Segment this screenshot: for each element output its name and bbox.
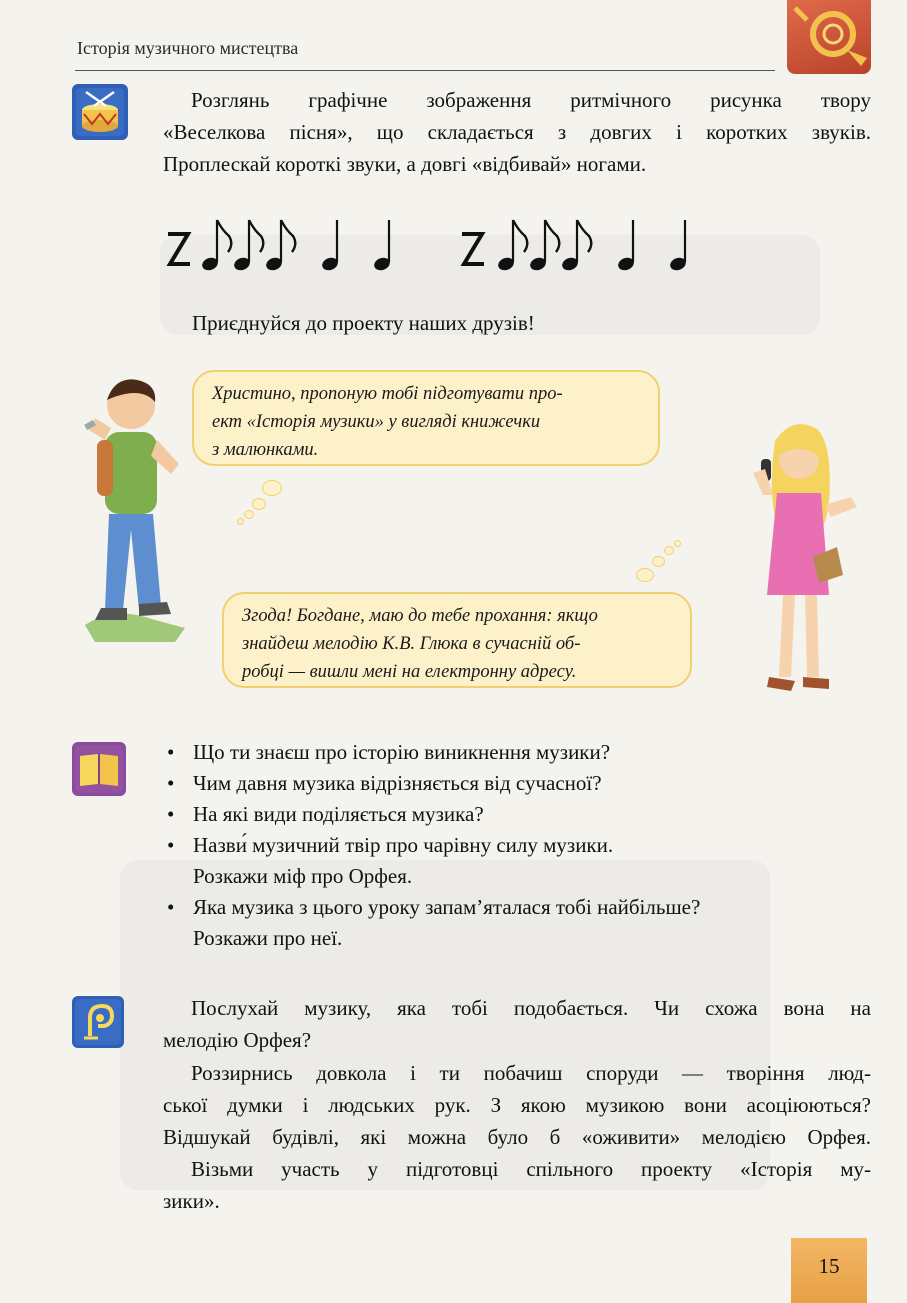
running-header: Історія музичного мистецтва bbox=[77, 38, 299, 58]
bubble-line: з малюнками. bbox=[212, 440, 319, 460]
question-item bbox=[163, 737, 873, 768]
bullet: • bbox=[167, 740, 175, 764]
quarter-note bbox=[372, 220, 391, 272]
bubble-line: робці — вишли мені на електронну адресу. bbox=[242, 662, 577, 682]
question-item bbox=[163, 830, 873, 892]
page-number: 15 bbox=[818, 1254, 840, 1278]
intro-paragraph bbox=[163, 84, 871, 180]
question-line: Яка музика з цього уроку запам’яталася тобі найбільше? bbox=[193, 895, 701, 919]
question-line: Чим давня музика відрізняється від сучасної? bbox=[193, 771, 602, 795]
eighth-note bbox=[560, 220, 591, 272]
eighth-note bbox=[264, 220, 295, 272]
bullet: • bbox=[167, 771, 175, 795]
bubble-line: Згода! Богдане, маю до тебе прохання: якщо bbox=[242, 606, 598, 626]
book-icon bbox=[72, 742, 126, 796]
french-horn-icon bbox=[787, 0, 871, 74]
listen-paragraph-3 bbox=[163, 1153, 871, 1217]
drum-icon bbox=[72, 84, 128, 140]
question-line: Назви́ музичний твір про чарівну силу музики. bbox=[193, 833, 614, 857]
question-line: Що ти знаєш про історію виникнення музики? bbox=[193, 740, 611, 764]
bullet: • bbox=[167, 833, 175, 857]
rest-symbol bbox=[168, 234, 190, 264]
bullet: • bbox=[167, 895, 175, 919]
listen-paragraph-2 bbox=[163, 1057, 871, 1153]
bullet: • bbox=[167, 802, 175, 826]
speech-bubble-girl bbox=[222, 592, 692, 688]
quarter-note bbox=[320, 220, 339, 272]
invite-text: Приєднуйся до проекту наших друзів! bbox=[192, 311, 535, 335]
listen-line: зики». bbox=[163, 1189, 220, 1213]
listen-line: Роззирнись довкола і ти побачиш споруди — творіння люд- bbox=[191, 1061, 871, 1085]
eighth-note bbox=[528, 220, 559, 272]
listen-ear-icon bbox=[72, 996, 124, 1048]
eighth-note bbox=[496, 220, 527, 272]
thought-dot bbox=[244, 510, 254, 519]
bubble-line: знайдеш мелодію К.В. Глюка в сучасній об- bbox=[242, 634, 581, 654]
listen-line: ської думки і людських рук. З якою музикою вони асоціюються? bbox=[163, 1093, 871, 1117]
listen-line: Послухай музику, яка тобі подобається. Чи схожа вона на bbox=[191, 996, 871, 1020]
bubble-line: Христино, пропоную тобі підготувати про- bbox=[212, 384, 563, 404]
page-number-tab bbox=[791, 1238, 867, 1303]
intro-line: «Веселкова пісня», що складається з довгих і коротких звуків. bbox=[163, 120, 871, 144]
question-line: На які види поділяється музика? bbox=[193, 802, 484, 826]
header-rule bbox=[75, 70, 775, 71]
intro-line: Проплескай короткі звуки, а довгі «відбивай» ногами. bbox=[163, 152, 647, 176]
boy-illustration bbox=[75, 370, 200, 650]
thought-dot bbox=[674, 540, 681, 547]
thought-dot bbox=[262, 480, 282, 496]
thought-dot bbox=[664, 546, 674, 555]
quarter-note bbox=[668, 220, 687, 272]
listen-line: Візьми участь у підготовці спільного проекту «Історія му- bbox=[191, 1157, 871, 1181]
speech-bubble-boy bbox=[192, 370, 660, 466]
thought-dot bbox=[252, 498, 266, 510]
intro-line: Розглянь графічне зображення ритмічного рисунка твору bbox=[191, 88, 871, 112]
thought-dot bbox=[636, 568, 654, 582]
quarter-note bbox=[616, 220, 635, 272]
rhythm-notation bbox=[160, 212, 700, 282]
eighth-note bbox=[200, 220, 231, 272]
bubble-line: ект «Історія музики» у вигляді книжечки bbox=[212, 412, 541, 432]
thought-dot bbox=[237, 518, 244, 525]
question-item bbox=[163, 768, 873, 799]
question-item bbox=[163, 799, 873, 830]
question-line: Розкажи про неї. bbox=[193, 926, 343, 950]
listen-paragraph-1 bbox=[163, 992, 871, 1056]
thought-dot bbox=[652, 556, 665, 567]
girl-illustration bbox=[733, 415, 868, 700]
question-item bbox=[163, 892, 873, 954]
listen-line: Відшукай будівлі, які можна було б «оживити» мелодією Орфея. bbox=[163, 1125, 871, 1149]
question-list bbox=[163, 737, 873, 954]
eighth-note bbox=[232, 220, 263, 272]
question-line: Розкажи міф про Орфея. bbox=[193, 864, 413, 888]
listen-line: мелодію Орфея? bbox=[163, 1028, 312, 1052]
rest-symbol bbox=[462, 234, 484, 264]
